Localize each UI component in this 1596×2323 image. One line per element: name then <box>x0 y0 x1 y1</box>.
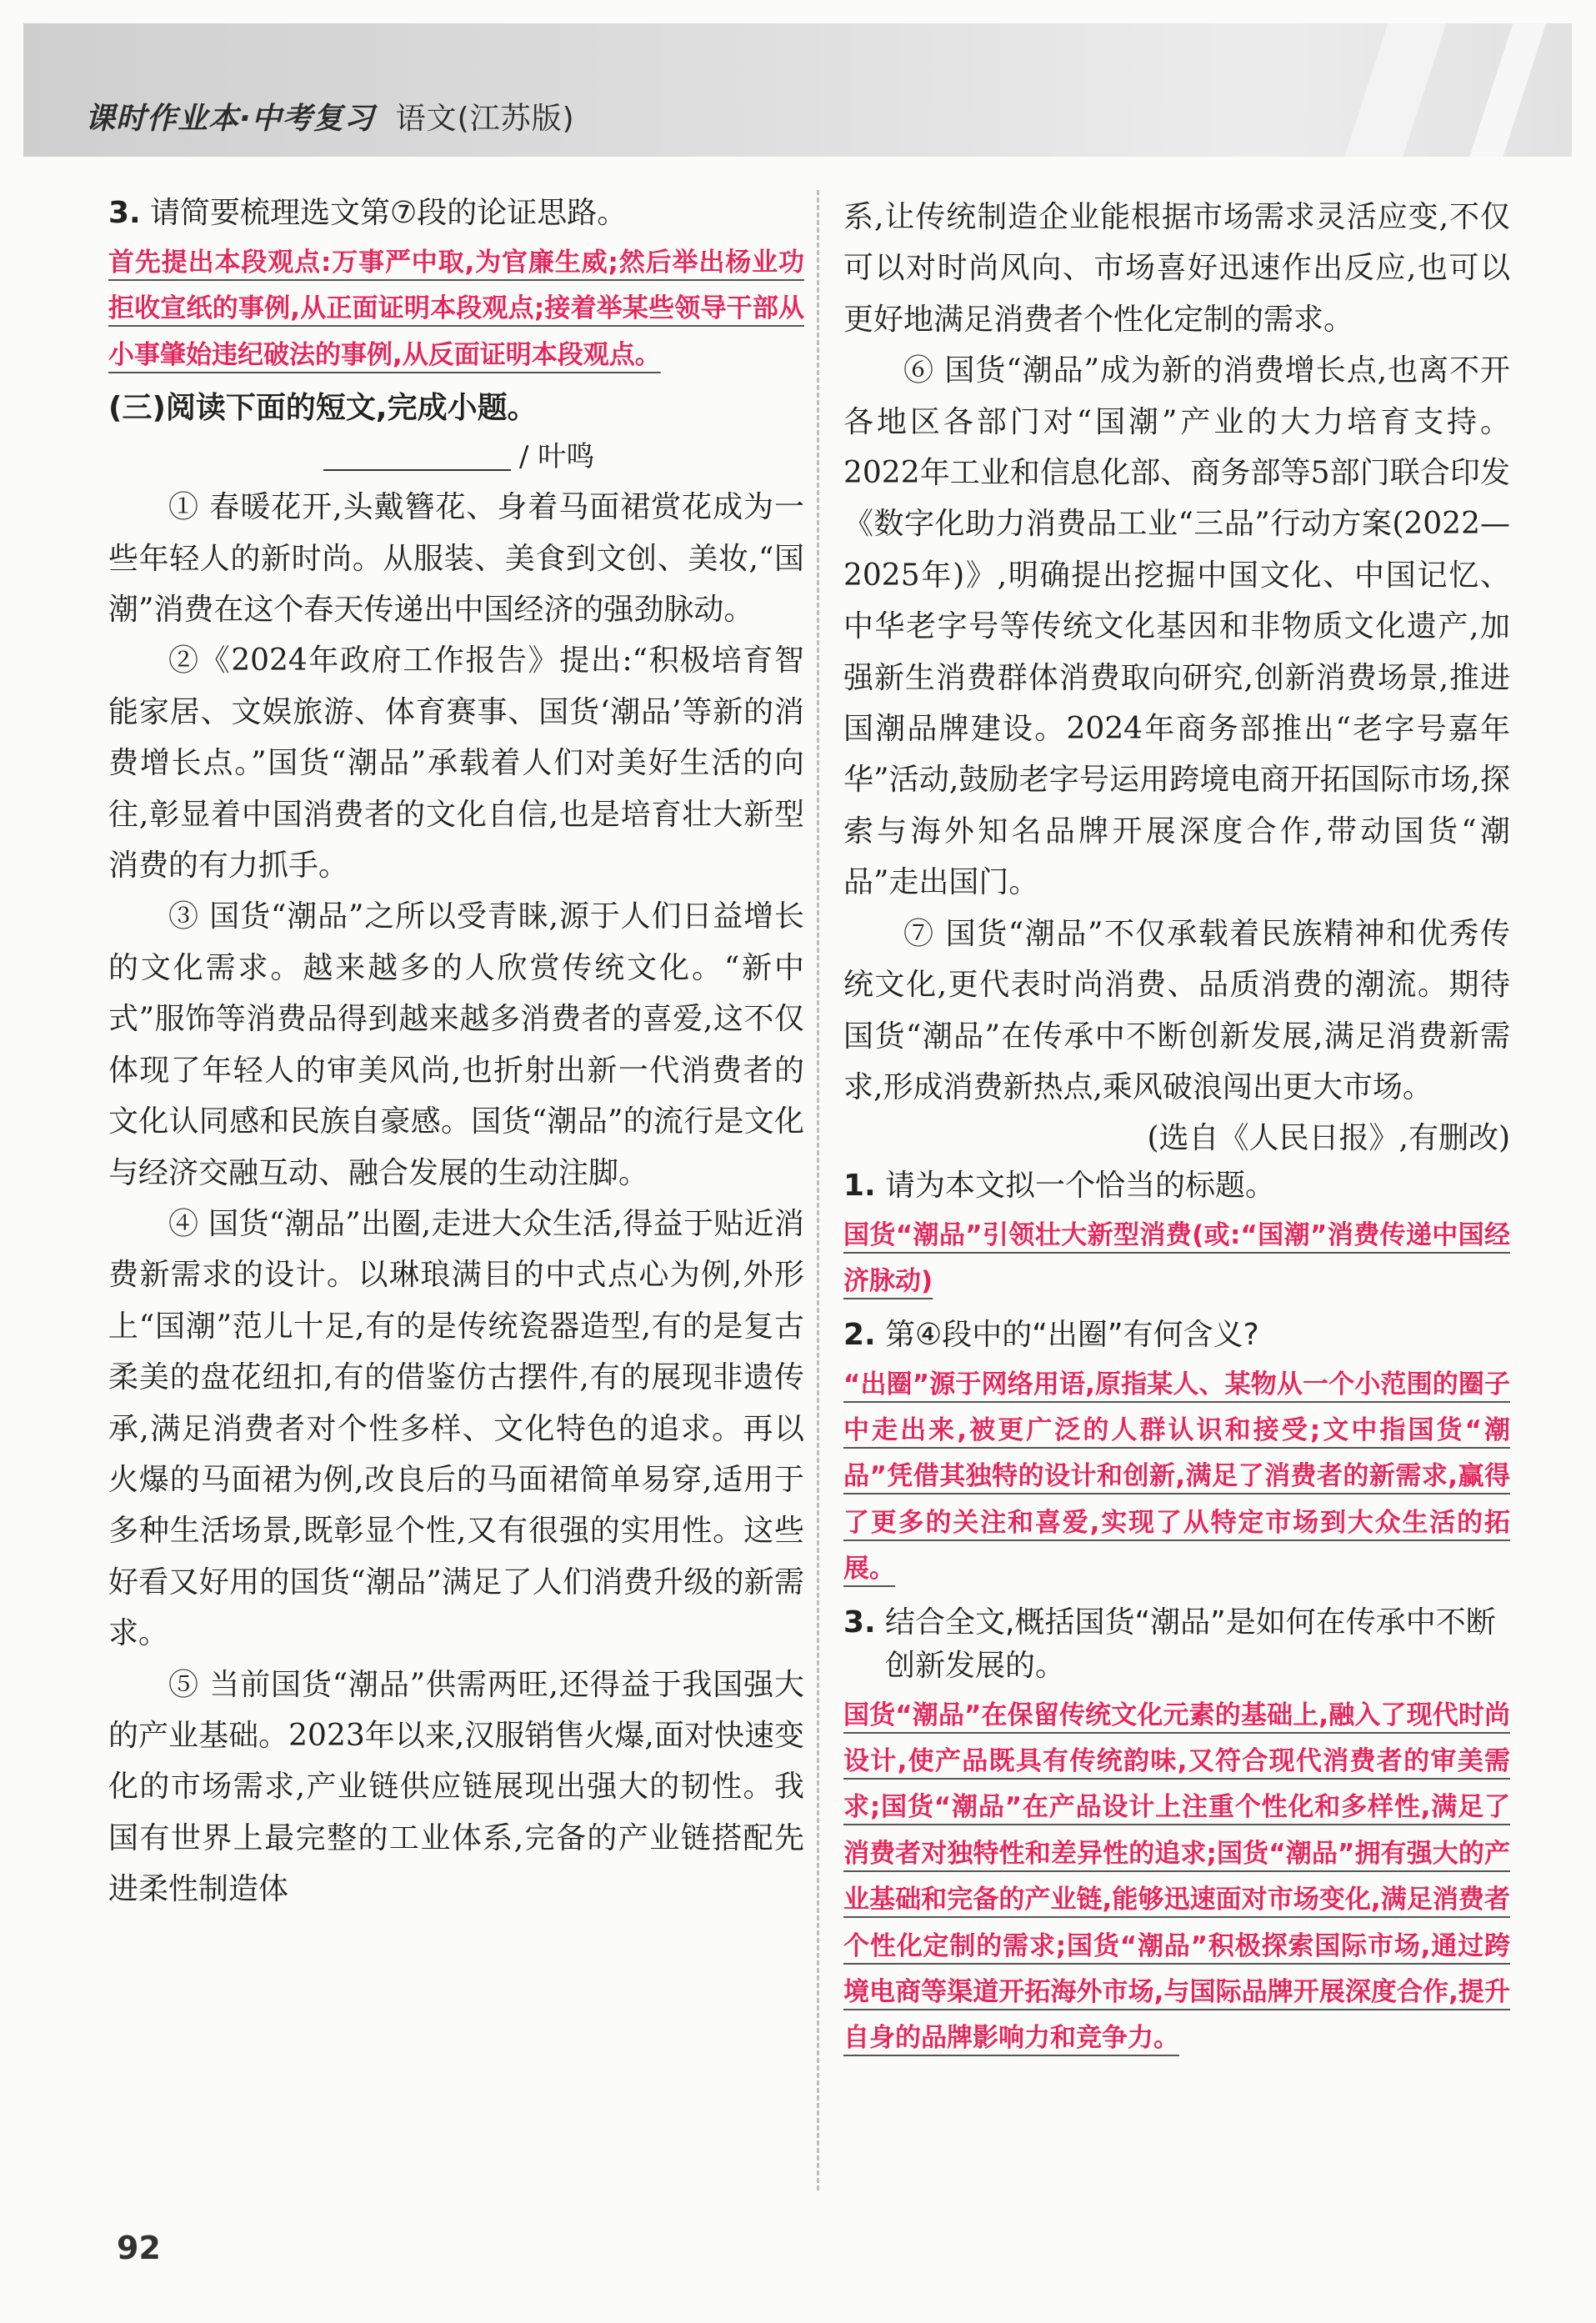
question-3: 3. 结合全文,概括国货“潮品”是如何在传承中不断创新发展的。 <box>843 1605 1496 1683</box>
column-divider <box>817 190 819 2190</box>
question-2: 2. 第④段中的“出圈”有何含义? <box>843 1317 1259 1352</box>
paragraph-2: ②《2024年政府工作报告》提出:“积极培育智能家居、文娱旅游、体育赛事、国货‘潮品’等新的消费增长点。”国货“潮品”承载着人们对美好生活的向往,彰显着中国消费者的文化自信,也是培育壮大新型消费的有力抓手。 <box>108 643 804 884</box>
section-title: (三)阅读下面的短文,完成小题。 <box>108 391 538 426</box>
book-title <box>85 95 575 138</box>
paragraph-1: ① 春暖花开,头戴簪花、身着马面裙赏花成为一些年轻人的新时尚。从服装、美食到文创、美妆,“国潮”消费在这个春天传递出中国经济的强劲脉动。 <box>108 490 804 628</box>
paragraph-4: ④ 国货“潮品”出圈,走进大众生活,得益于贴近消费新需求的设计。以琳琅满目的中式点心为例,外形上“国潮”范儿十足,有的是传统瓷器造型,有的是复古柔美的盘花纽扣,有的借鉴仿古摆件,有的展现非遗传承,满足消费者对个性多样、文化特色的追求。再以火爆的马面裙为例,改良后的马面裙简单易穿,适用于多种生活场景,既彰显个性,又有很强的实用性。这些好看又好用的国货“潮品”满足了人们消费升级的新需求。 <box>108 1206 804 1651</box>
answer-2: “出圈”源于网络用语,原指某人、某物从一个小范围的圈子中走出来,被更广泛的人群认识和接受;文中指国货“潮品”凭借其独特的设计和创新,满足了消费者的新需求,赢得了更多的关注和喜爱,实现了从特定市场到大众生活的拓展。 <box>843 1369 1510 1585</box>
question-1: 1. 请为本文拟一个恰当的标题。 <box>843 1168 1276 1203</box>
book-title-bold: 课时作业本·中考复习 <box>85 102 375 136</box>
paragraph-7: ⑦ 国货“潮品”不仅承载着民族精神和优秀传统文化,更代表时尚消费、品质消费的潮流。期待国货“潮品”在传承中不断创新发展,满足消费新需求,形成消费新热点,乘风破浪闯出更大市场。 <box>843 916 1510 1104</box>
paragraph-3: ③ 国货“潮品”之所以受青睐,源于人们日益增长的文化需求。越来越多的人欣赏传统文化。“新中式”服饰等消费品得到越来越多消费者的喜爱,这不仅体现了年轻人的审美风尚,也折射出新一代消费者的文化认同感和民族自豪感。国货“潮品”的流行是文化与经济交融互动、融合发展的生动注脚。 <box>108 899 804 1190</box>
left-column <box>108 192 804 1915</box>
page-number: 92 <box>117 2230 161 2266</box>
answer-1: 国货“潮品”引领壮大新型消费(或:“国潮”消费传递中国经济脉动) <box>843 1219 1510 1297</box>
answer-3: 国货“潮品”在保留传统文化元素的基础上,融入了现代时尚设计,使产品既具有传统韵味,又符合现代消费者的审美需求;国货“潮品”在产品设计上注重个性化和多样性,满足了消费者对独特性和差异性的追求;国货“潮品”拥有强大的产业基础和完备的产业链,能够迅速面对市场变化,满足消费者个性化定制的需求;国货“潮品”积极探索国际市场,通过跨境电商等渠道开拓海外市场,与国际品牌开展深度合作,提升自身的品牌影响力和竞争力。 <box>843 1700 1510 2054</box>
book-title-subject: 语文(江苏版) <box>395 102 575 136</box>
question-3-prev: 3. 请简要梳理选文第⑦段的论证思路。 <box>108 196 628 230</box>
paragraph-5: ⑤ 当前国货“潮品”供需两旺,还得益于我国强大的产业基础。2023年以来,汉服销售火爆,面对快速变化的市场需求,产业链供应链展现出强大的韧性。我国有世界上最完整的工业体系,完备的产业链搭配先进柔性制造体 <box>108 1667 804 1907</box>
paragraph-5-continued: 系,让传统制造企业能根据市场需求灵活应变,不仅可以对时尚风向、市场喜好迅速作出反应,也可以更好地满足消费者个性化定制的需求。 <box>843 200 1510 337</box>
author: / 叶鸣 <box>519 440 595 474</box>
answer-3-prev: 首先提出本段观点:万事严中取,为官廉生威;然后举出杨业功拒收宣纸的事例,从正面证明本段观点;接着举某些领导干部从小事肇始违纪破法的事例,从反面证明本段观点。 <box>108 248 804 370</box>
title-blank-line <box>108 432 804 482</box>
paragraph-6: ⑥ 国货“潮品”成为新的消费增长点,也离不开各地区各部门对“国潮”产业的大力培育支持。2022年工业和信息化部、商务部等5部门联合印发《数字化助力消费品工业“三品”行动方案(2022—2025年)》,明确提出挖掘中国文化、中国记忆、中华老字号等传统文化基因和非物质文化遗产,加强新生消费群体消费取向研究,创新消费场景,推进国潮品牌建设。2024年商务部推出“老字号嘉年华”活动,鼓励老字号运用跨境电商开拓国际市场,探索与海外知名品牌开展深度合作,带动国货“潮品”走出国门。 <box>843 353 1510 900</box>
article-source: (选自《人民日报》,有删改) <box>1147 1121 1510 1156</box>
header-decoration <box>1453 23 1557 157</box>
header-decoration <box>1328 23 1457 157</box>
right-column <box>843 192 1510 2062</box>
title-blank[interactable] <box>323 469 511 471</box>
